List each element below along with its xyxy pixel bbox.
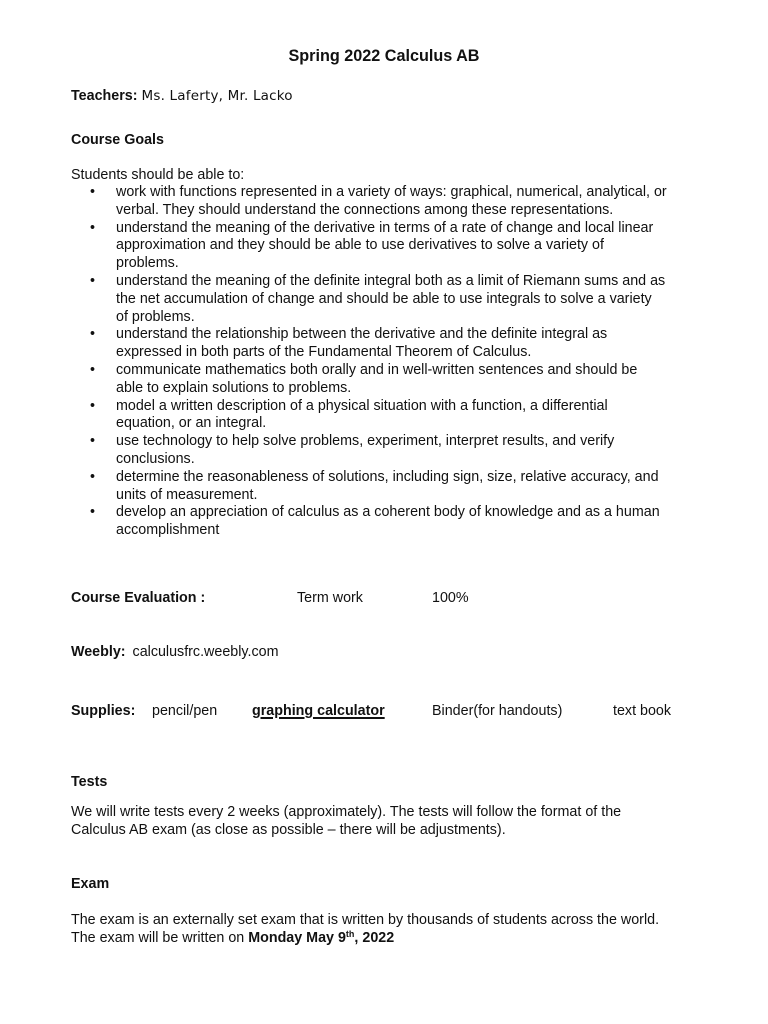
course-goal-line: develop an appreciation of calculus as a coherent body of knowledge and as a human	[116, 504, 660, 521]
bullet-icon: •	[90, 219, 96, 236]
tests-heading: Tests	[71, 774, 108, 790]
bullet-icon: •	[90, 397, 96, 414]
course-goal-line: the net accumulation of change and should be able to use integrals to solve a variety	[116, 290, 652, 307]
course-goal-line: communicate mathematics both orally and in well-written sentences and should be	[116, 361, 638, 378]
tests-line-1: We will write tests every 2 weeks (approximately). The tests will follow the format of the	[71, 804, 622, 820]
weebly-row	[71, 644, 278, 662]
course-goal-item	[71, 326, 711, 362]
course-goals-heading: Course Goals	[71, 132, 164, 148]
course-goal-line: model a written description of a physical situation with a function, a differential	[116, 397, 608, 414]
course-goal-item	[71, 398, 711, 434]
course-evaluation-row	[71, 590, 205, 608]
bullet-icon: •	[90, 361, 96, 378]
course-goal-line: accomplishment	[116, 522, 220, 539]
supplies-label: Supplies:	[71, 703, 136, 719]
course-goals-list	[71, 184, 711, 540]
bullet-icon: •	[90, 504, 96, 521]
course-evaluation-value: 100%	[432, 590, 469, 606]
supply-item-textbook: text book	[613, 703, 672, 719]
exam-line-1: The exam is an externally set exam that is written by thousands of students across the world.	[71, 912, 660, 928]
course-goal-item	[71, 433, 711, 469]
course-goal-line: work with functions represented in a variety of ways: graphical, numerical, analytical, or	[116, 184, 667, 200]
course-goal-item	[71, 273, 711, 326]
course-goal-line: able to explain solutions to problems.	[116, 379, 352, 396]
course-goal-line: understand the meaning of the definite integral both as a limit of Riemann sums and as	[116, 272, 666, 289]
course-goal-line: expressed in both parts of the Fundamental Theorem of Calculus.	[116, 344, 532, 361]
tests-line-2: Calculus AB exam (as close as possible – there will be adjustments).	[71, 822, 506, 838]
course-goal-item	[71, 220, 711, 273]
course-goal-item	[71, 504, 711, 540]
course-goal-line: use technology to help solve problems, experiment, interpret results, and verify	[116, 433, 615, 450]
teachers-line	[71, 88, 293, 106]
course-goal-line: conclusions.	[116, 450, 195, 467]
course-goal-line: verbal. They should understand the connections among these representations.	[116, 201, 614, 218]
supply-item-pencil: pencil/pen	[152, 703, 218, 719]
course-goal-line: of problems.	[116, 308, 195, 325]
course-goal-item	[71, 362, 711, 398]
bullet-icon: •	[90, 184, 96, 200]
course-goal-line: problems.	[116, 255, 179, 272]
exam-date	[248, 930, 394, 946]
course-evaluation-label: Course Evaluation :	[71, 590, 206, 606]
course-goal-line: determine the reasonableness of solutions, including sign, size, relative accuracy, and	[116, 468, 659, 485]
weebly-url[interactable]: calculusfrc.weebly.com	[132, 644, 279, 660]
supply-item-calculator: graphing calculator	[252, 703, 385, 719]
exam-line-2-prefix: The exam will be written on	[71, 930, 249, 946]
bullet-icon: •	[90, 468, 96, 485]
course-goals-intro: Students should be able to:	[71, 167, 245, 183]
exam-heading: Exam	[71, 876, 110, 892]
bullet-icon: •	[90, 433, 96, 450]
course-goal-item	[71, 469, 711, 505]
course-goal-line: approximation and they should be able to use derivatives to solve a variety of	[116, 237, 604, 254]
exam-date-sup: th	[345, 929, 355, 939]
course-evaluation-item: Term work	[297, 590, 363, 606]
course-goal-line: equation, or an integral.	[116, 415, 267, 432]
exam-date-year: , 2022	[354, 930, 395, 946]
teachers-label: Teachers:	[71, 88, 138, 104]
page-title: Spring 2022 Calculus AB	[288, 47, 480, 65]
course-goal-line: understand the meaning of the derivative in terms of a rate of change and local linear	[116, 219, 654, 236]
supply-item-binder: Binder(for handouts)	[432, 703, 563, 719]
exam-date-main: Monday May 9	[248, 930, 346, 946]
course-goal-line: units of measurement.	[116, 486, 258, 503]
course-goal-item	[71, 184, 711, 220]
bullet-icon: •	[90, 272, 96, 289]
teachers-names: Ms. Laferty, Mr. Lacko	[141, 88, 293, 104]
course-goal-line: understand the relationship between the derivative and the definite integral as	[116, 326, 608, 343]
exam-line-2	[71, 930, 394, 948]
bullet-icon: •	[90, 326, 96, 343]
weebly-label: Weebly:	[71, 644, 126, 660]
